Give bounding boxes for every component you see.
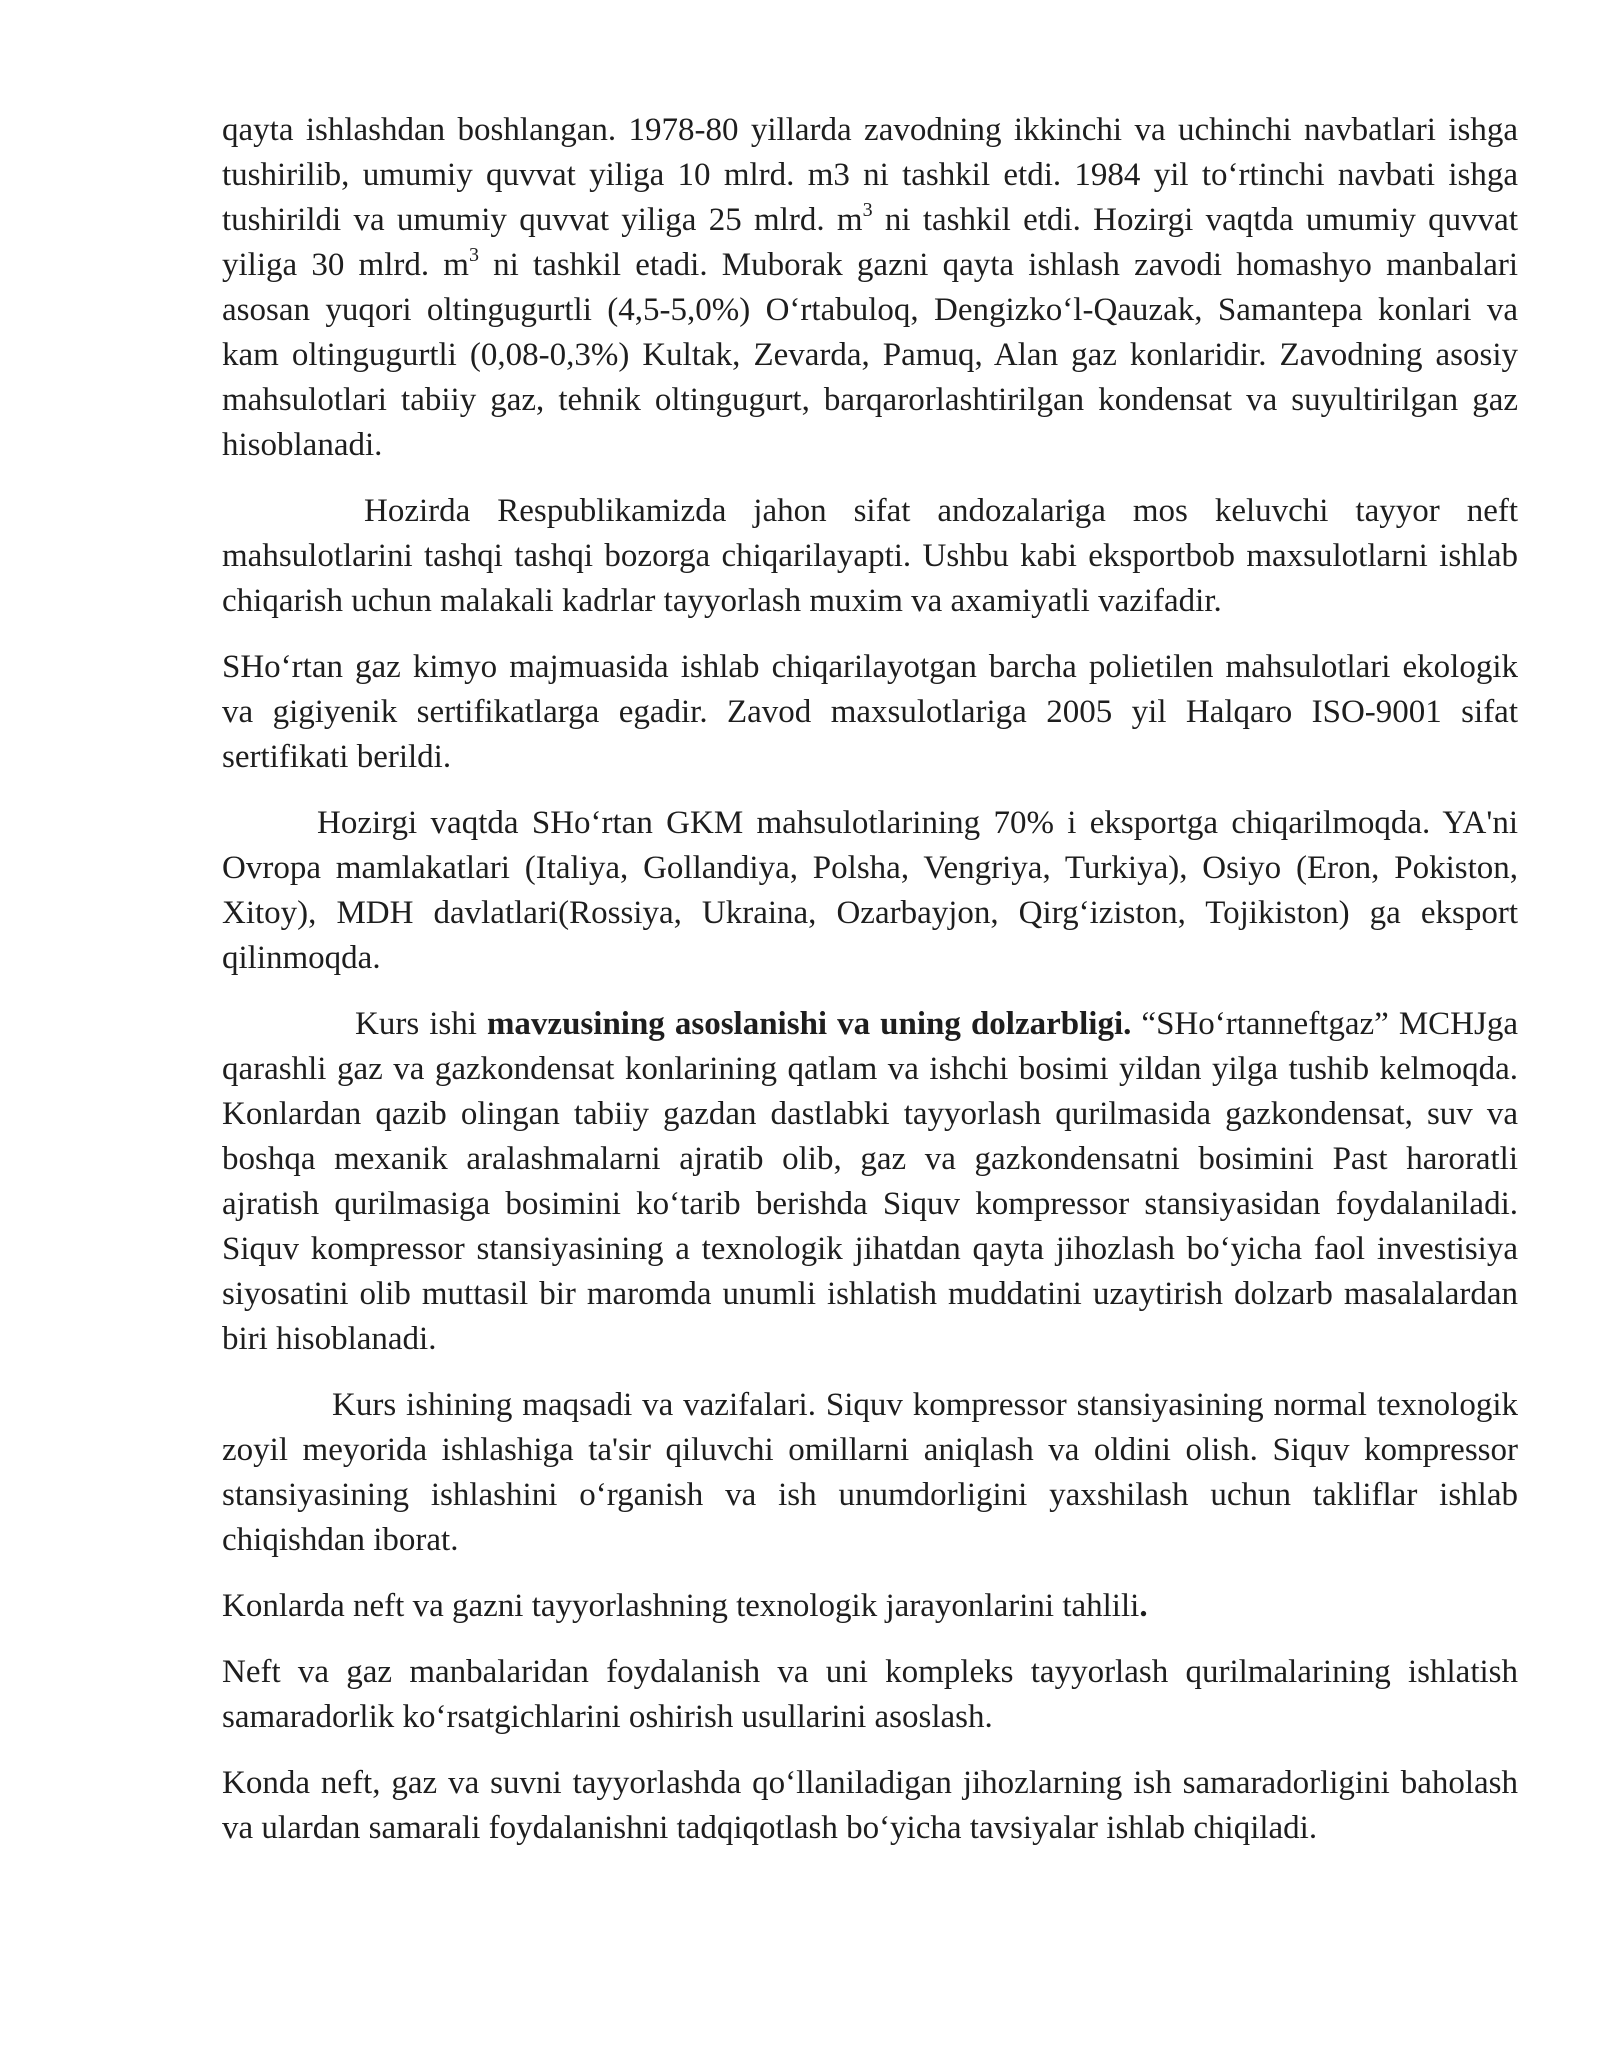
paragraph-text: qayta ishlashdan boshlangan. 1978-80 yillarda zavodning ikkinchi va uchinchi navbatlari ishga tushirilib, umumiy quvvat yiliga 10 mlrd. m3 ni tashkil etdi. 1984 yil to‘rtinchi navbati ishga tushirildi va umumiy quvvat yiliga 25 mlrd. m [222,112,1518,238]
superscript-exponent: 3 [468,244,479,266]
superscript-exponent: 3 [862,199,873,221]
paragraph-text: “SHo‘rtanneftgaz” MCHJga qarashli gaz va gazkondensat konlarining qatlam va ishchi bosimi yildan yilga tushib kelmoqda. Konlardan qazib olingan tabiiy gazdan dastlabki tayyorlash qurilmasida gazkondensat, suv va boshqa mexanik aralashmalarni ajratib olib, gaz va gazkondensatni bosimini Past haroratli ajratish qurilmasiga bosimini ko‘tarib berishda Siquv kompressor stansiyasidan foydalaniladi. Siquv kompressor stansiyasining a texnologik jihatdan qayta jihozlash bo‘yicha faol investisiya siyosatini olib muttasil bir maromda unumli ishlatish muddatini uzaytirish dolzarb masalalardan biri hisoblanadi. [222,1006,1519,1357]
bold-heading-text: mavzusining asoslanishi va uning dolzarbligi. [486,1006,1132,1042]
bold-period: . [1139,1588,1148,1624]
paragraph-analysis-item [222,1584,1518,1629]
paragraph-zavod-history [222,108,1518,468]
paragraph-text: ni tashkil etadi. Muborak gazni qayta ishlash zavodi homashyo manbalari asosan yuqori oltingugurtli (4,5-5,0%) O‘rtabuloq, Dengizko‘l-Qauzak, Samantepa konlari va kam oltingugurtli (0,08-0,3%) Kultak, Zevarda, Pamuq, Alan gaz konlaridir. Zavodning asosiy mahsulotlari tabiiy gaz, tehnik oltingugurt, barqarorlashtirilgan kondensat va suyultirilgan gaz hisoblanadi. [222,247,1519,463]
paragraph-text: Konlarda neft va gazni tayyorlashning texnologik jarayonlarini tahlili [222,1588,1140,1624]
paragraph-text: Kurs ishi [355,1006,487,1042]
paragraph-export-products: Hozirda Respublikamizda jahon sifat andozalariga mos keluvchi tayyor neft mahsulotlarini tashqi tashqi bozorga chiqarilayapti. Ushbu kabi eksportbob maxsulotlarni ishlab chiqarish uchun malakali kadrlar tayyorlash muxim va axamiyatli vazifadir. [222,493,1518,619]
paragraph-shortan-certification: SHo‘rtan gaz kimyo majmuasida ishlab chiqarilayotgan barcha polietilen mahsulotlari ekologik va gigiyenik sertifikatlarga egadir. Zavod maxsulotlariga 2005 yil Halqaro ISO-9001 sifat sertifikati berildi. [222,649,1518,775]
paragraph-relevance [222,1002,1518,1362]
document-page [222,108,1518,1872]
paragraph-goals: Kurs ishining maqsadi va vazifalari. Siquv kompressor stansiyasining normal texnologik zoyil meyorida ishlashiga ta'sir qiluvchi omillarni aniqlash va oldini olish. Siquv kompressor stansiyasining ishlashini o‘rganish va ish unumdorligini yaxshilash uchun takliflar ishlab chiqishdan iborat. [222,1387,1518,1558]
paragraph-efficiency-item: Neft va gaz manbalaridan foydalanish va uni kompleks tayyorlash qurilmalarining ishlatish samaradorlik ko‘rsatgichlarini oshirish usullarini asoslash. [222,1654,1518,1735]
paragraph-text: ni tashkil etdi. Hozirgi vaqtda umumiy quvvat yiliga 30 mlrd. m [222,202,1518,283]
paragraph-export-countries: Hozirgi vaqtda SHo‘rtan GKM mahsulotlarining 70% i eksportga chiqarilmoqda. YA'ni Ovropa mamlakatlari (Italiya, Gollandiya, Polsha, Vengriya, Turkiya), Osiyo (Eron, Pokiston, Xitoy), MDH davlatlari(Rossiya, Ukraina, Ozarbayjon, Qirg‘iziston, Tojikiston) ga eksport qilinmoqda. [222,805,1518,976]
paragraph-recommendations-item: Konda neft, gaz va suvni tayyorlashda qo‘llaniladigan jihozlarning ish samaradorligini baholash va ulardan samarali foydalanishni tadqiqotlash bo‘yicha tavsiyalar ishlab chiqiladi. [222,1765,1518,1846]
